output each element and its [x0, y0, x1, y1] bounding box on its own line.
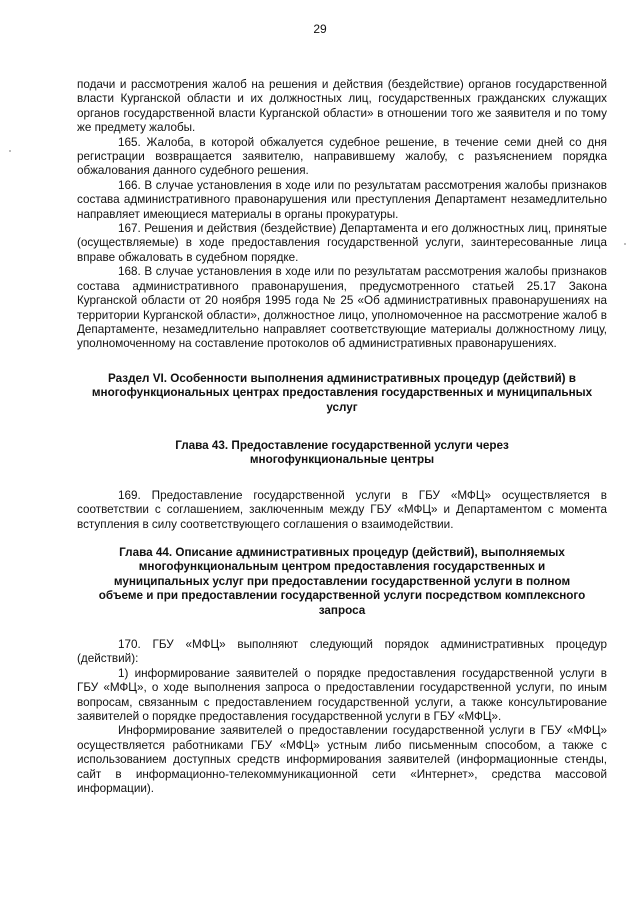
paragraph-167: 167. Решения и действия (бездействие) Департамента и его должностных лиц, принятые (осуществляемые) в ходе предоставления государственной услуги, заинтересованные лица вправе обжаловать в судебном порядке.	[77, 222, 607, 264]
paragraph-166: 166. В случае установления в ходе или по результатам рассмотрения жалобы признаков состава административного правонарушения или преступления Департамент незамедлительно направляет имеющиеся материалы в органы прокуратуры.	[77, 178, 607, 221]
document-body	[77, 78, 607, 796]
chapter-43-heading: Глава 43. Предоставление государственной услуги через многофункциональные центры	[175, 438, 509, 467]
page-number: 29	[313, 22, 327, 36]
section-6-heading: Раздел VI. Особенности выполнения административных процедур (действий) в многофункциональных центрах предоставления государственных и муниципальных услуг	[91, 371, 593, 414]
paragraph-165: 165. Жалоба, в которой обжалуется судебное решение, в течение семи дней со дня регистрации возвращается заявителю, направившему жалобу, с разъяснением порядка обжалования данного судебного решения.	[77, 135, 607, 178]
paragraph-170-item-1: 1) информирование заявителей о порядке предоставления государственной услуги в ГБУ «МФЦ», о ходе выполнения запроса о предоставлении государственной услуги, по иным вопросам, связанным с предоставлением государственной услуги, а также консультирование заявителей о порядке предоставления государственной услуги в ГБУ «МФЦ».	[77, 666, 607, 724]
chapter-44-heading: Глава 44. Описание административных процедур (действий), выполняемых многофункциональным центром предоставления государственных и муниципальных услуг при предоставлении государственной услуги в полном объеме и при предоставлении государственной услуги посредством комплексного запроса	[98, 545, 586, 617]
paragraph-169: 169. Предоставление государственной услуги в ГБУ «МФЦ» осуществляется в соответствии с соглашением, заключенным между ГБУ «МФЦ» и Департаментом с момента вступления в силу соответствующего соглашения о взаимодействии.	[77, 488, 607, 531]
scan-mark-right	[624, 243, 626, 245]
scan-mark-left	[9, 150, 11, 152]
paragraph-continuation: подачи и рассмотрения жалоб на решения и действия (бездействие) органов государственной власти Курганской области и их должностных лиц, государственных гражданских служащих органов государственной власти Курганской области» в отношении того же заявителя и по тому же предмету жалобы.	[77, 78, 607, 135]
paragraph-168: 168. В случае установления в ходе или по результатам рассмотрения жалобы признаков состава административного правонарушения, предусмотренного статьей 25.17 Закона Курганской области от 20 ноября 1995 года № 25 «Об административных правонарушениях на территории Курганской области», должностное лицо, уполномоченное на рассмотрение жалоб в Департаменте, незамедлительно направляет соответствующие материалы должностному лицу, уполномоченному на составление протоколов об административных правонарушениях.	[77, 265, 607, 351]
paragraph-170: 170. ГБУ «МФЦ» выполняют следующий порядок административных процедур (действий):	[77, 638, 607, 666]
paragraph-informing: Информирование заявителей о предоставлении государственной услуги в ГБУ «МФЦ» осуществляется работниками ГБУ «МФЦ» устным либо письменным способом, а также с использованием доступных средств информирования заявителей (информационные стенды, сайт в информационно-телекоммуникационной сети «Интернет», средства массовой информации).	[77, 724, 607, 796]
